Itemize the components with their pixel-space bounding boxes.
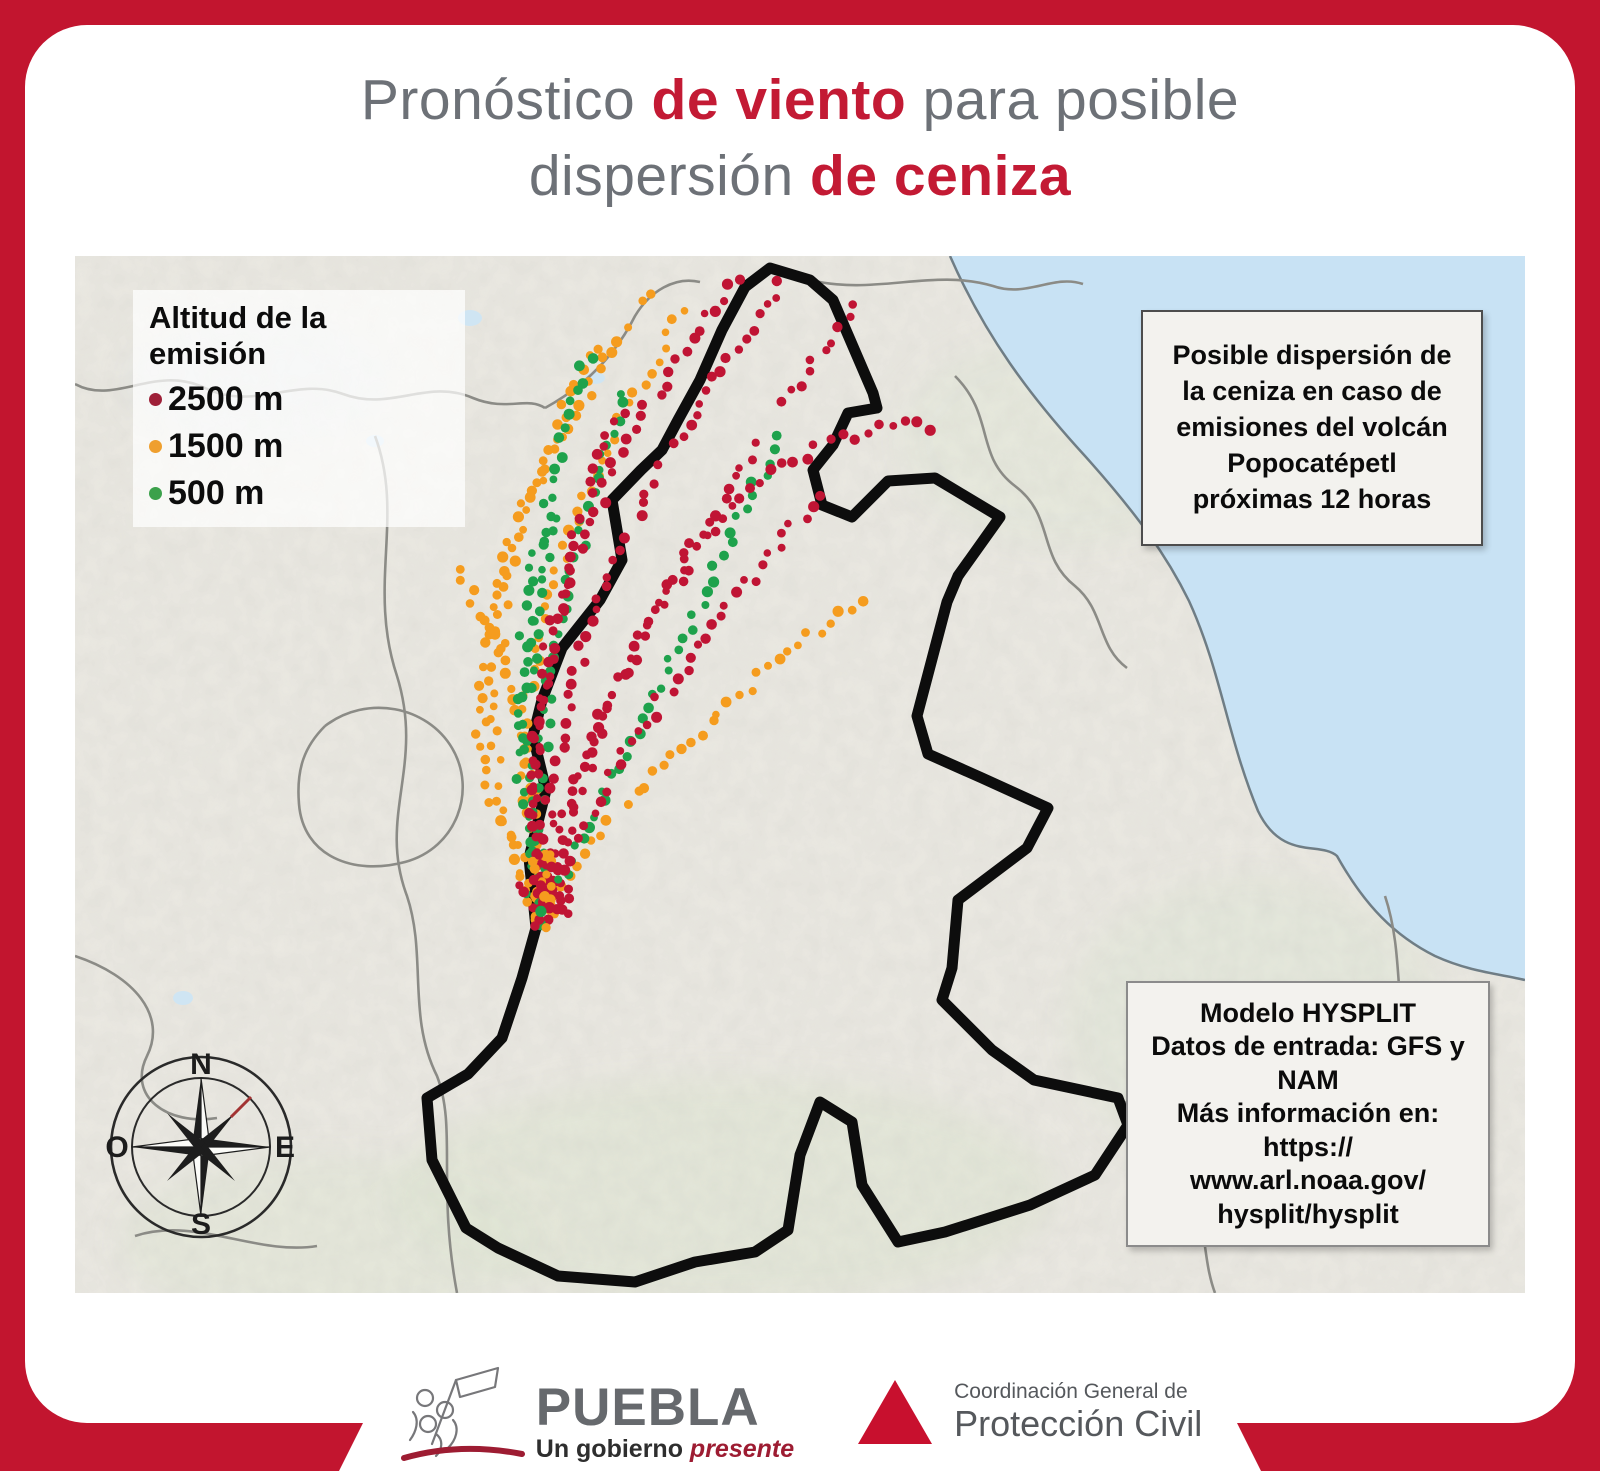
puebla-wordmark	[535, 1377, 795, 1464]
compass-north-label: N	[190, 1048, 212, 1081]
dispersion-map	[75, 256, 1525, 1293]
note-line: Popocatépetl	[1227, 447, 1397, 478]
puebla-emblem-icon	[398, 1360, 526, 1464]
tagline-text: Un gobierno	[535, 1435, 690, 1463]
org-line-small: Coordinación General de	[954, 1379, 1188, 1403]
page-title	[0, 62, 1600, 215]
legend-dot-2500-icon	[149, 393, 162, 406]
note-line: la ceniza en caso de	[1182, 375, 1442, 406]
compass-rose	[101, 1044, 301, 1244]
note-line: Posible dispersión de	[1172, 340, 1452, 370]
title-gray: dispersión	[528, 144, 811, 209]
note-line: emisiones del volcán	[1176, 411, 1448, 442]
puebla-brand: PUEBLA	[535, 1377, 760, 1437]
footer-tab	[335, 1329, 1265, 1471]
dispersion-note	[1141, 310, 1483, 546]
puebla-tagline	[536, 1435, 794, 1464]
note-line: NAM	[1277, 1064, 1339, 1095]
org-text	[954, 1380, 1202, 1444]
legend-title: Altitud de la emisión	[149, 300, 327, 371]
title-red: de ceniza	[810, 144, 1072, 209]
compass-south-label: S	[190, 1208, 212, 1241]
note-line: Datos de entrada: GFS y	[1151, 1031, 1465, 1062]
compass-west-label: O	[105, 1131, 129, 1164]
title-red: de viento	[651, 68, 907, 132]
tagline-accent: presente	[689, 1435, 795, 1463]
proteccion-civil-logo	[858, 1380, 1202, 1444]
note-line: hysplit/hysplit	[1217, 1198, 1399, 1229]
title-gray: para posible	[906, 68, 1240, 132]
title-line-1	[0, 62, 1600, 138]
legend-label: 1500 m	[168, 427, 284, 465]
note-line: Más información en:	[1176, 1098, 1440, 1129]
footer-content	[335, 1353, 1265, 1471]
legend-dot-1500-icon	[149, 440, 162, 453]
org-line-big: Protección Civil	[954, 1402, 1203, 1444]
map-legend	[133, 290, 465, 527]
model-note	[1126, 981, 1490, 1247]
puebla-logo	[398, 1360, 794, 1464]
note-line: próximas 12 horas	[1192, 483, 1432, 514]
legend-label: 2500 m	[168, 380, 284, 418]
title-line-2	[0, 138, 1600, 214]
title-gray: Pronóstico	[360, 68, 652, 132]
compass-east-label: E	[274, 1131, 296, 1164]
legend-item-2500	[149, 380, 449, 419]
note-line: Modelo HYSPLIT	[1200, 998, 1416, 1028]
legend-dot-500-icon	[149, 487, 162, 500]
legend-label: 500 m	[168, 474, 265, 512]
legend-item-500	[149, 474, 449, 513]
legend-item-1500	[149, 427, 449, 466]
red-triangle-icon	[858, 1380, 932, 1444]
note-line: https://	[1263, 1131, 1353, 1162]
note-line: www.arl.noaa.gov/	[1189, 1165, 1427, 1196]
